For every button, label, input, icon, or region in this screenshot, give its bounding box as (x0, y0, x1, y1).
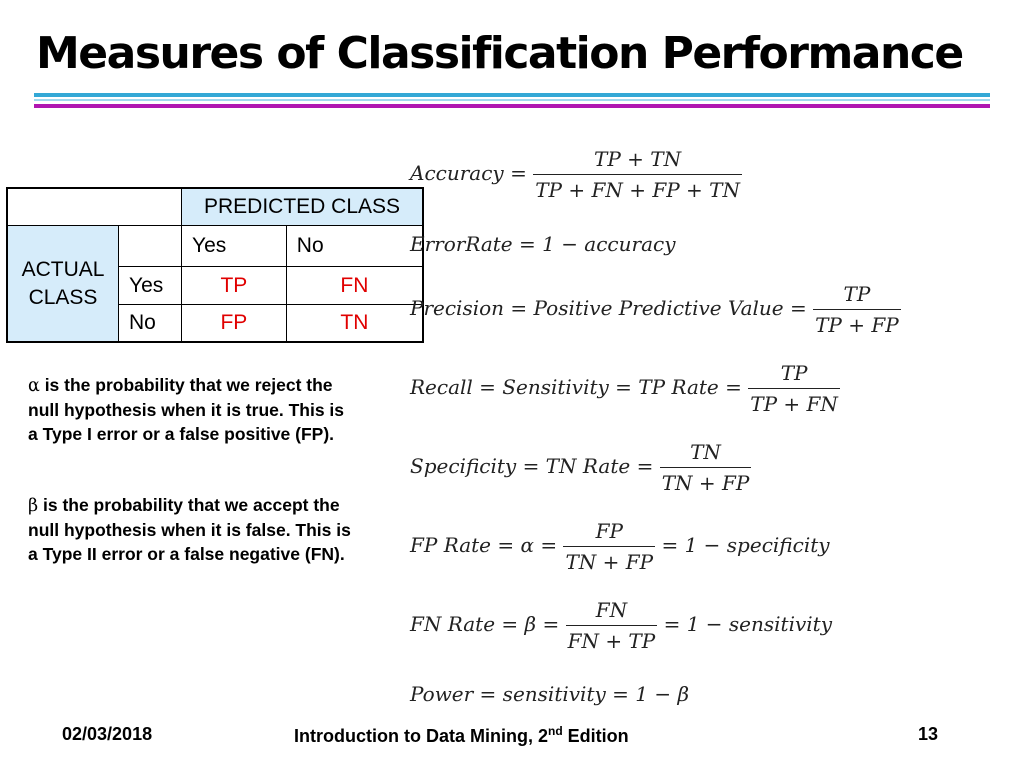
recall-denominator: TP + FN (748, 388, 840, 416)
fp-rate-rhs: = 1 − specificity (661, 533, 830, 557)
cell-fn: FN (286, 267, 423, 305)
footer-course-tail: Edition (562, 726, 629, 746)
cell-fp: FP (182, 305, 287, 343)
precision-formula: Precision = Positive Predictive Value = $\frac{TP}{TP + FP}$ (410, 282, 899, 337)
specificity-lhs: Specificity = TN Rate (410, 454, 631, 478)
fn-rate-fraction (566, 598, 658, 653)
footer-date: 02/03/2018 (62, 724, 153, 744)
accuracy-lhs: Accuracy (410, 161, 504, 185)
slide-title: Measures of Classification Performance (36, 28, 963, 79)
precision-fraction (813, 282, 901, 337)
predicted-no-label: No (286, 226, 423, 267)
title-rule-blue (34, 93, 990, 97)
alpha-note-text: is the probability that we reject the null hypothesis when it is true. This is a Type I error or a false positive (FP). (28, 375, 345, 444)
matrix-inner-corner (119, 226, 182, 267)
accuracy-formula: Accuracy = $\frac{TP + TN}{TP + FN + FP + TN}$ (410, 147, 740, 202)
beta-note (28, 493, 358, 566)
cell-tp: TP (182, 267, 287, 305)
predicted-class-header: PREDICTED CLASS (182, 188, 424, 226)
fn-rate-rhs: = 1 − sensitivity (663, 612, 833, 636)
specificity-formula: Specificity = TN Rate = $\frac{TN}{TN + FP}$ (410, 440, 750, 495)
accuracy-denominator: TP + FN + FP + TN (533, 174, 742, 202)
specificity-fraction (660, 440, 752, 495)
accuracy-fraction (533, 147, 742, 202)
recall-numerator: TP (780, 361, 808, 385)
precision-numerator: TP (843, 282, 871, 306)
fp-rate-lhs: FP Rate = α (410, 533, 534, 557)
error-rate-formula: ErrorRate = 1 − accuracy (410, 232, 676, 256)
predicted-yes-label: Yes (182, 226, 287, 267)
precision-lhs: Precision = Positive Predictive Value (410, 296, 784, 320)
actual-yes-label: Yes (119, 267, 182, 305)
title-rule-magenta (34, 104, 990, 108)
footer-course-text: Introduction to Data Mining, 2 (294, 726, 548, 746)
fp-rate-fraction (563, 519, 655, 574)
recall-lhs: Recall = Sensitivity = TP Rate (410, 375, 719, 399)
fn-rate-numerator: FN (595, 598, 628, 622)
fp-rate-formula: FP Rate = α = $\frac{FP}{TN + FP}$ = 1 − specificity (410, 519, 830, 574)
beta-note-text: is the probability that we accept the null hypothesis when it is false. This is a Type II error or a false negative (FN). (28, 495, 351, 564)
fp-rate-denominator: TN + FP (563, 546, 655, 574)
precision-denominator: TP + FP (813, 309, 901, 337)
fn-rate-formula: FN Rate = β = $\frac{FN}{FN + TP}$ = 1 − sensitivity (410, 598, 833, 653)
beta-symbol: β (28, 496, 39, 516)
alpha-symbol: α (28, 376, 40, 396)
specificity-numerator: TN (690, 440, 721, 464)
actual-no-label: No (119, 305, 182, 343)
cell-tn: TN (286, 305, 423, 343)
accuracy-numerator: TP + TN (594, 147, 682, 171)
fn-rate-lhs: FN Rate = β (410, 612, 537, 636)
recall-formula: Recall = Sensitivity = TP Rate = $\frac{TP}{TP + FN}$ (410, 361, 838, 416)
footer-course (294, 724, 629, 747)
matrix-corner (7, 188, 182, 226)
alpha-note (28, 373, 358, 446)
footer-course-sup: nd (547, 724, 563, 738)
actual-class-header: ACTUAL CLASS (7, 226, 119, 343)
page-number: 13 (918, 724, 939, 744)
specificity-denominator: TN + FP (660, 467, 752, 495)
title-rule-light-blue (34, 99, 990, 101)
fp-rate-numerator: FP (595, 519, 623, 543)
recall-fraction (748, 361, 840, 416)
confusion-matrix (6, 187, 424, 343)
power-formula: Power = sensitivity = 1 − β (410, 682, 690, 706)
fn-rate-denominator: FN + TP (566, 625, 658, 653)
